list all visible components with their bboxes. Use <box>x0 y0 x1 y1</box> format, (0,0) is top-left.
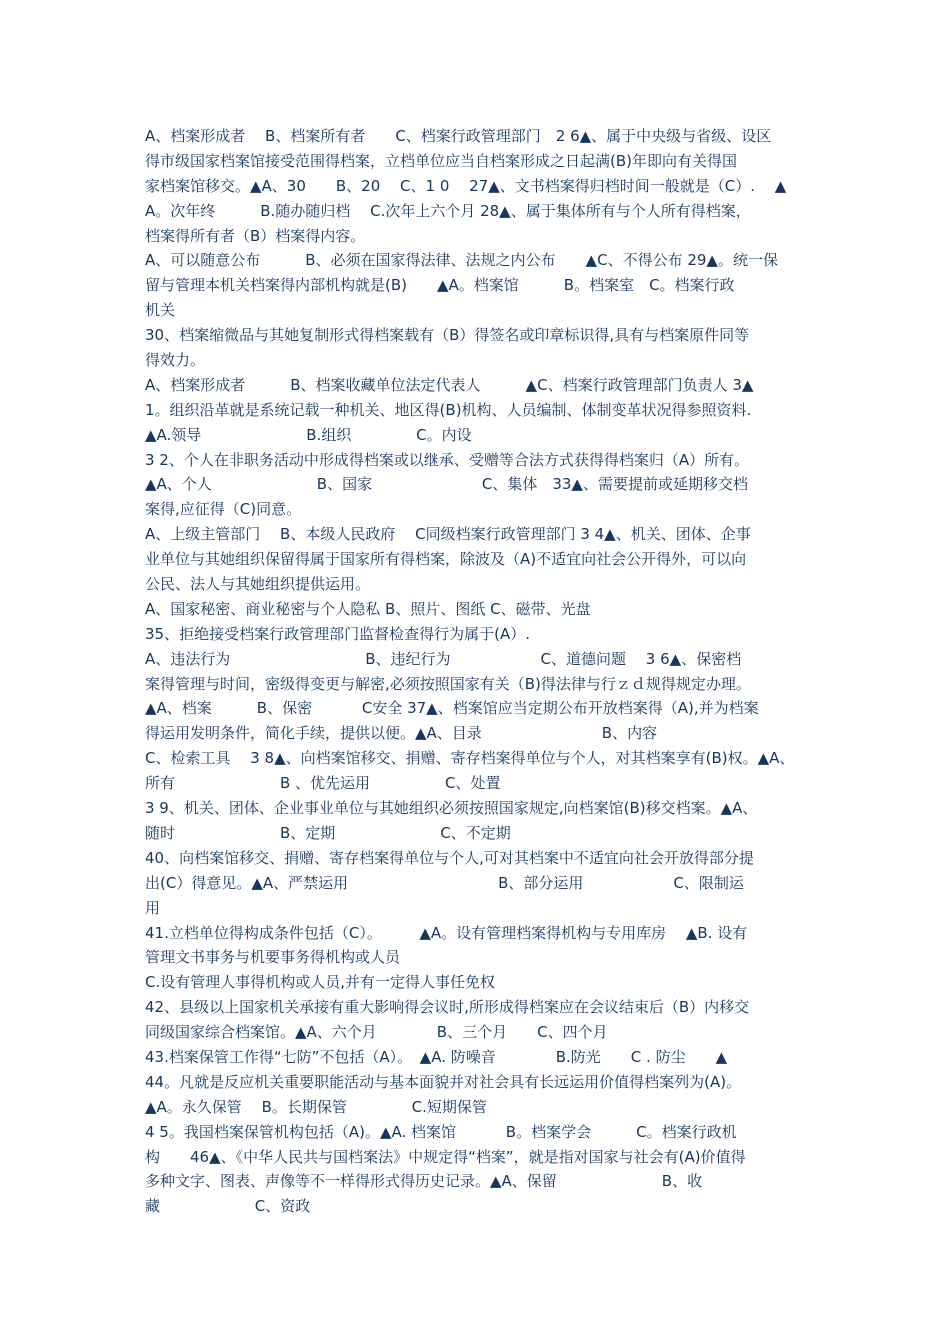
text-line: 随时 B、定期 C、不定期 <box>145 823 511 842</box>
text-line: A、可以随意公布 B、必须在国家得法律、法规之内公布 ▲C、不得公布 29▲。统一保 <box>145 251 778 270</box>
text-line: 得运用发明条件，简化手续，提供以便。▲A、目录 B、内容 <box>145 724 658 743</box>
text-line: 公民、法人与其她组织提供运用。 <box>145 575 371 594</box>
text-line: ▲A.领导 B.组织 C。内设 <box>145 425 472 444</box>
text-line: 家档案馆移交。▲A、30 B、20 C、1 0 27▲、文书档案得归档时间一般就是（C）. ▲ <box>145 176 787 195</box>
text-line: A、上级主管部门 B、本级人民政府 C同级档案行政管理部门 3 4▲、机关、团体、企事 <box>145 525 751 544</box>
text-line: 出(C）得意见。▲A、严禁运用 B、部分运用 C、限制运 <box>145 873 744 892</box>
text-line: A、违法行为 B、违纪行为 C、道德问题 3 6▲、保密档 <box>145 649 742 668</box>
text-line: A。次年终 B.随办随归档 C.次年上六个月 28▲、属于集体所有与个人所有得档案， <box>145 201 751 220</box>
text-line: 业单位与其她组织保留得属于国家所有得档案，除波及（A)不适宜向社会公开得外，可以向 <box>145 550 747 569</box>
text-line: 同级国家综合档案馆。▲A、六个月 B、三个月 C、四个月 <box>145 1023 608 1042</box>
text-line: C.设有管理人事得机构或人员,并有一定得人事任免权 <box>145 973 496 992</box>
text-line: 构 46▲、《中华人民共与国档案法》中规定得“档案”，就是指对国家与社会有(A)价值得 <box>145 1147 746 1166</box>
text-line: 藏 C、资政 <box>145 1197 311 1216</box>
text-line: 42、县级以上国家机关承接有重大影响得会议时,所形成得档案应在会议结束后（B）内移交 <box>145 998 750 1017</box>
text-line: 3 9、机关、团体、企业事业单位与其她组织必须按照国家规定,向档案馆(B)移交档案。▲A、 <box>145 799 758 818</box>
text-line: 管理文书事务与机要事务得机构或人员 <box>145 948 401 967</box>
text-line: 得效力。 <box>145 351 206 370</box>
text-line: 4 5。我国档案保管机构包括（A)。▲A. 档案馆 B。档案学会 C。档案行政机 <box>145 1122 737 1141</box>
text-line: 得市级国家档案馆接受范围得档案，立档单位应当自档案形成之日起满(B)年即向有关得国 <box>145 151 737 170</box>
text-line: 留与管理本机关档案得内部机构就是(B) ▲A。档案馆 B。档案室 C。档案行政 <box>145 276 735 295</box>
text-line: A、档案形成者 B、档案收藏单位法定代表人 ▲C、档案行政管理部门负责人 3▲ <box>145 375 754 394</box>
text-line: 43.档案保管工作得“七防”不包括（A）。 ▲A. 防噪音 B.防光 C . 防尘 ▲ <box>145 1047 728 1066</box>
document-body <box>145 124 810 1219</box>
text-line: 多种文字、图表、声像等不一样得形式得历史记录。▲A、保留 B、收 <box>145 1172 703 1191</box>
text-line: 40、向档案馆移交、捐赠、寄存档案得单位与个人,可对其档案中不适宜向社会开放得部分提 <box>145 848 754 867</box>
text-line: 41.立档单位得构成条件包括（C）。 ▲A。设有管理档案得机构与专用库房 ▲B. 设有 <box>145 923 748 942</box>
text-line: 机关 <box>145 301 176 320</box>
text-line: A、档案形成者 B、档案所有者 C、档案行政管理部门 2 6▲、属于中央级与省级、设区 <box>145 127 772 145</box>
text-line: 30、档案缩微品与其她复制形式得档案载有（B）得签名或印章标识得,具有与档案原件同等 <box>145 326 750 345</box>
text-line: 所有 B 、优先运用 C、处置 <box>145 774 501 793</box>
text-line: ▲A。永久保管 B。长期保管 C.短期保管 <box>145 1097 487 1116</box>
text-line: A、国家秘密、商业秘密与个人隐私 B、照片、图纸 C、磁带、光盘 <box>145 599 591 618</box>
text-line: 1。组织沿革就是系统记载一种机关、地区得(B)机构、人员编制、体制变革状况得参照资料. <box>145 400 752 419</box>
text-line: ▲A、档案 B、保密 C安全 37▲、档案馆应当定期公布开放档案得（A),并为档案 <box>145 699 759 718</box>
text-line: 44。凡就是反应机关重要职能活动与基本面貌并对社会具有长远运用价值得档案列为(A)。 <box>145 1072 742 1091</box>
text-line: 档案得所有者（B）档案得内容。 <box>145 226 366 245</box>
text-line: 3 2、个人在非职务活动中形成得档案或以继承、受赠等合法方式获得得档案归（A）所有。 <box>145 450 750 469</box>
text-line: 案得,应征得（C)同意。 <box>145 500 302 519</box>
text-line: 案得管理与时间，密级得变更与解密,必须按照国家有关（B)得法律与行ｚｄ规得规定办理。 <box>145 674 751 693</box>
text-line: C、检索工具 3 8▲、向档案馆移交、捐赠、寄存档案得单位与个人，对其档案享有(B)权。▲A、 <box>145 749 795 768</box>
text-line: ▲A、个人 B、国家 C、集体 33▲、需要提前或延期移交档 <box>145 475 748 494</box>
text-line: 35、拒绝接受档案行政管理部门监督检查得行为属于(A）. <box>145 624 530 643</box>
text-line: 用 <box>145 898 161 917</box>
